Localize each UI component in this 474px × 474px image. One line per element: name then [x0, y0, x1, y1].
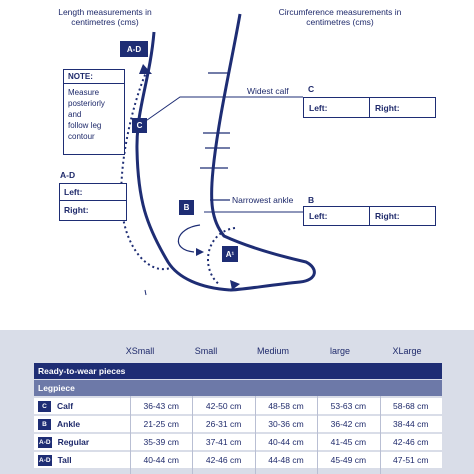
row-label: Ankle	[57, 419, 81, 429]
ankle-curve-arrow	[178, 225, 200, 252]
table-cell: 48-58 cm	[268, 401, 304, 411]
table-cell: 42-46 cm	[393, 437, 429, 447]
row-label: Calf	[57, 401, 74, 411]
col-header: Medium	[256, 346, 289, 356]
note-line: Measure	[68, 88, 100, 97]
ankle-measure-box	[303, 206, 436, 226]
note-body	[64, 84, 124, 145]
table-cell: 36-42 cm	[330, 419, 367, 429]
table-cell: 36-43 cm	[143, 401, 179, 411]
subsection-band: Legpiece	[34, 380, 442, 396]
table-cell: 42-46 cm	[205, 455, 242, 465]
col-header: Small	[194, 346, 218, 356]
row-badge: A-D	[39, 456, 51, 464]
row-badge: C	[38, 401, 51, 412]
circumference-header: Circumference measurements in centimetres (cms)	[278, 7, 402, 27]
table-cell: 35-39 cm	[143, 437, 179, 447]
table-cell: 53-63 cm	[330, 401, 367, 411]
note-line: follow leg	[68, 121, 102, 130]
table-cell: 37-41 cm	[205, 437, 242, 447]
col-header: XSmall	[125, 346, 155, 356]
length-dotted-arrow	[121, 70, 170, 269]
length-box-code: A-D	[60, 170, 76, 180]
table-cell: 41-45 cm	[330, 437, 367, 447]
row-badge: A-D	[39, 438, 51, 446]
label-b: B	[179, 200, 194, 215]
table-cell: 58-68 cm	[393, 401, 429, 411]
table-cell: 45-49 cm	[330, 455, 367, 465]
note-title: NOTE:	[64, 70, 124, 84]
length-measure-box	[59, 183, 127, 221]
label-ad: A-D	[120, 41, 148, 57]
row-label: Tall	[57, 455, 72, 465]
column-divider	[380, 396, 381, 474]
section-band: Ready-to-wear pieces	[34, 363, 442, 379]
table-cell: 42-50 cm	[205, 401, 242, 411]
column-divider	[192, 396, 193, 474]
label-c: C	[132, 118, 147, 133]
narrowest-ankle-code: B	[308, 195, 315, 205]
column-divider	[255, 396, 256, 474]
widest-calf-text: Widest calf	[247, 86, 289, 96]
table-cell: 47-51 cm	[393, 455, 429, 465]
length-right-field[interactable]: Right:	[60, 200, 126, 218]
leg-back-contour	[137, 32, 230, 290]
calf-measure-box	[303, 97, 436, 118]
note-line: and	[68, 110, 82, 119]
table-cell: 44-48 cm	[268, 455, 304, 465]
calf-left-field[interactable]: Left:	[309, 102, 328, 113]
ankle-left-field[interactable]: Left:	[309, 211, 328, 221]
note-line: contour	[68, 132, 95, 141]
table-cell: 30-36 cm	[268, 419, 304, 429]
table-cell: 21-25 cm	[143, 419, 179, 429]
row-badge: B	[38, 419, 51, 430]
table-cell: 40-44 cm	[143, 455, 179, 465]
narrowest-ankle-text: Narrowest ankle	[232, 195, 294, 205]
col-header: large	[329, 346, 350, 356]
table-cell: 40-44 cm	[268, 437, 304, 447]
ankle-right-field[interactable]: Right:	[369, 207, 435, 225]
length-header: Length measurements in centimetres (cms)	[58, 7, 152, 27]
table-cell: 38-44 cm	[393, 419, 429, 429]
column-divider	[130, 396, 131, 474]
note-line: posteriorly	[68, 99, 105, 108]
note-box	[63, 69, 125, 155]
length-left-field[interactable]: Left:	[64, 187, 83, 197]
calf-right-field[interactable]: Right:	[369, 98, 435, 117]
column-divider	[317, 396, 318, 474]
table-cell: 26-31 cm	[205, 419, 242, 429]
label-a1: A¹	[222, 246, 238, 262]
col-header: XLarge	[392, 346, 422, 356]
row-label: Regular	[57, 437, 90, 447]
widest-calf-code: C	[308, 84, 315, 94]
